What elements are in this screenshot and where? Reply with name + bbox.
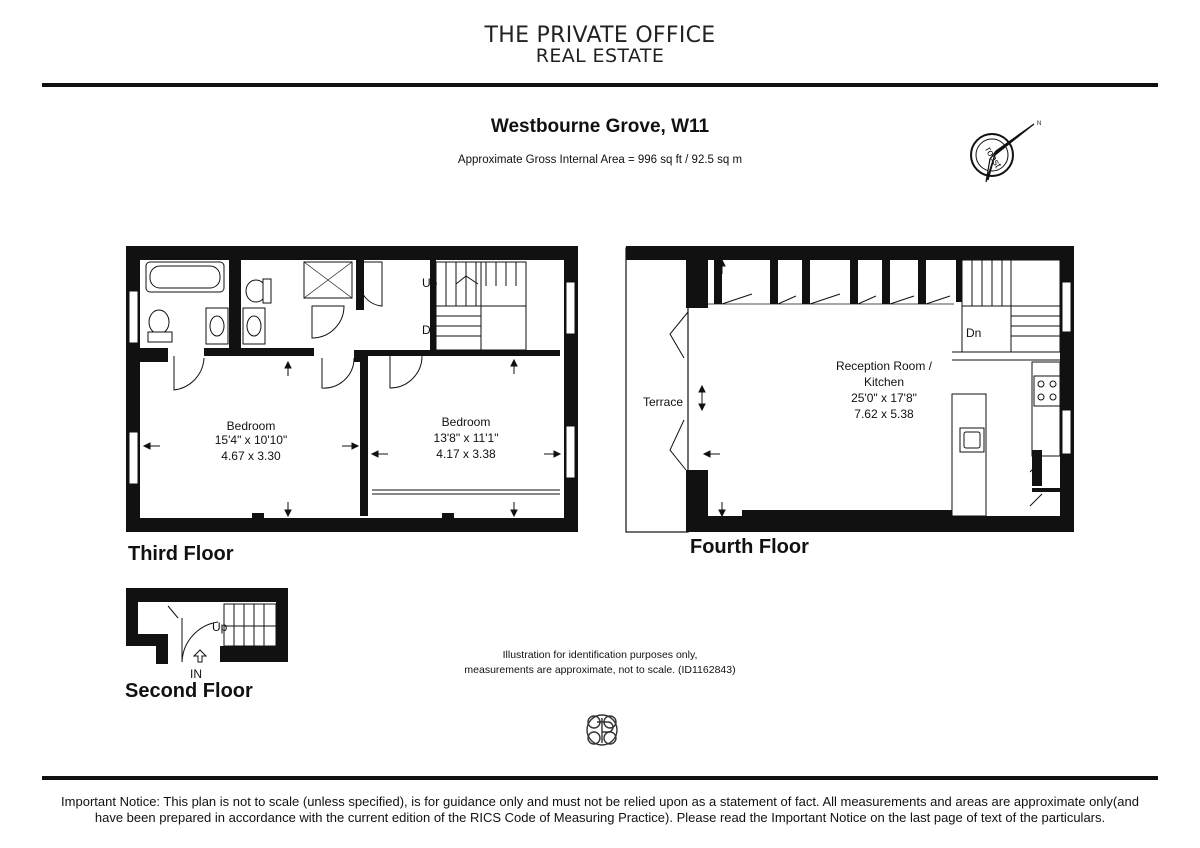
- third-floor-stair-up: Up: [422, 276, 438, 290]
- important-notice: [20, 794, 1180, 826]
- svg-text:N: N: [1037, 121, 1042, 127]
- disclaimer-line-2: measurements are approximate, not to scale. (ID1162843): [464, 664, 736, 676]
- tpo-monogram-icon: [580, 710, 624, 750]
- brand-name: THE PRIVATE OFFICE: [484, 23, 716, 48]
- header-divider: [42, 83, 1158, 87]
- third-floor-plan: [126, 246, 582, 536]
- compass-icon: [960, 118, 1046, 184]
- property-title: Westbourne Grove, W11: [490, 116, 710, 137]
- notice-line-2: have been prepared in accordance with the current edition of the RICS Code of Measuring Practice). Please read the Important Notice on the last page of text of the particulars.: [94, 810, 1106, 825]
- brand-subtitle: REAL ESTATE: [535, 45, 665, 67]
- third-floor-stair-down: Dn: [422, 323, 438, 337]
- bedroom1-name: Bedroom: [226, 419, 276, 433]
- bedroom1-metric: 4.67 x 3.30: [221, 449, 281, 463]
- reception-name: Reception Room /: [835, 359, 933, 373]
- notice-line-1: Important Notice: This plan is not to scale (unless specified), is for guidance only and must not be relied upon as a statement of fact. All measurements and areas are approximate only(and: [61, 794, 1139, 809]
- bedroom2-name: Bedroom: [441, 415, 491, 429]
- reception-metric: 7.62 x 5.38: [854, 407, 914, 421]
- terrace-label: Terrace: [643, 395, 684, 409]
- disclaimer-line-1: Illustration for identification purposes only,: [502, 649, 698, 661]
- compass-brand-text: roost: [982, 145, 1004, 171]
- reception-imperial: 25'0" x 17'8": [851, 391, 917, 405]
- second-floor-stair-up: Up: [212, 620, 228, 634]
- bedroom2-metric: 4.17 x 3.38: [436, 447, 496, 461]
- entrance-label: IN: [190, 667, 202, 680]
- third-floor-label: Third Floor: [128, 543, 234, 565]
- bedroom2-imperial: 13'8" x 11'1": [433, 431, 499, 445]
- fourth-floor-plan: [624, 244, 1078, 536]
- fourth-floor-stair-down: Dn: [966, 326, 982, 340]
- fourth-floor-label: Fourth Floor: [690, 536, 809, 558]
- gross-area: Approximate Gross Internal Area = 996 sq ft / 92.5 sq m: [457, 154, 743, 166]
- second-floor-label: Second Floor: [125, 680, 253, 702]
- bedroom1-imperial: 15'4" x 10'10": [214, 433, 288, 447]
- reception-name-2: Kitchen: [863, 375, 905, 389]
- footer-divider: [42, 776, 1158, 780]
